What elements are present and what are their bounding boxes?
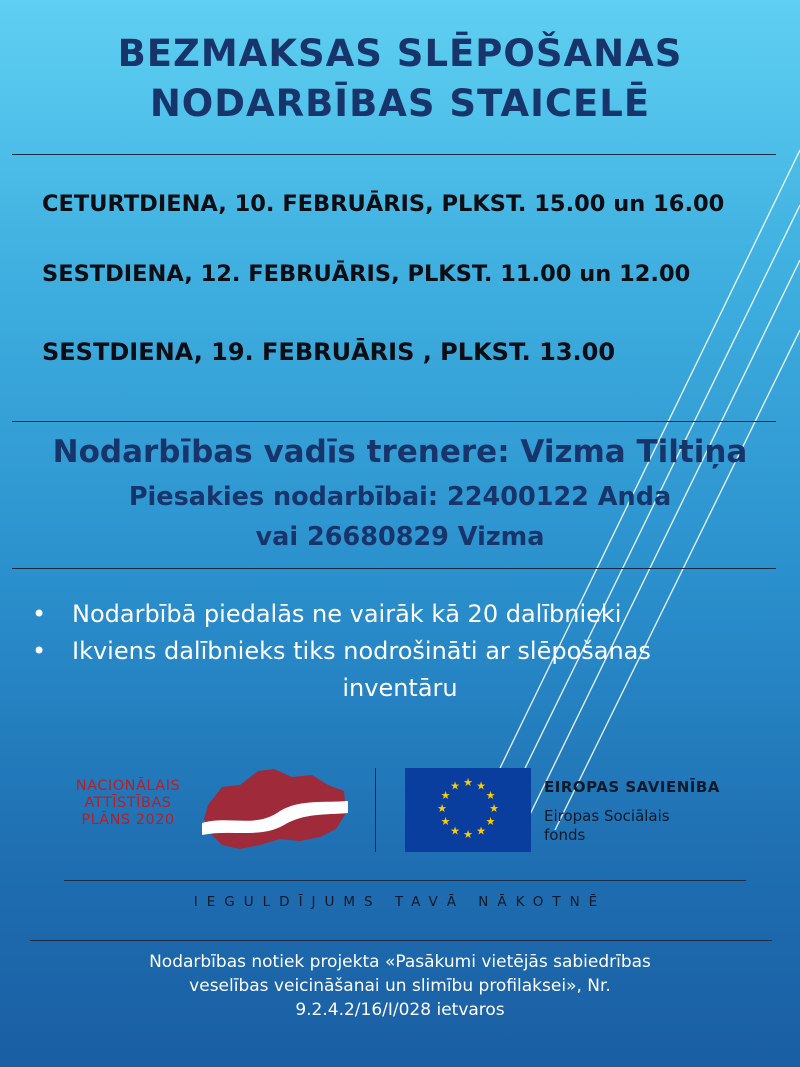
svg-text:★: ★ [440,815,451,828]
latvia-map-logo-icon [200,765,350,855]
page-title-line1: BEZMAKSAS SLĒPOŠANAS [117,32,683,75]
schedule-item-2: SESTDIENA, 12. FEBRUĀRIS, PLKST. 11.00 un 12.00 [42,261,691,287]
nap-logo-text [48,778,208,829]
logo-separator [375,768,376,852]
bullet-equipment-line2: inventāru [342,674,458,702]
nap-line1: NACIONĀLAIS [75,778,181,794]
divider-logos [64,880,746,881]
svg-text:★: ★ [440,789,451,802]
slogan: IEGULDĪJUMS TAVĀ NĀKOTNĒ [193,894,607,910]
svg-text:★: ★ [485,815,496,828]
coach-name: Nodarbības vadīs trenere: Vizma Tiltiņa [52,434,748,470]
schedule-item-3: SESTDIENA, 19. FEBRUĀRIS , PLKST. 13.00 [42,338,616,366]
bullet-dot: • [32,637,47,665]
eu-sub-line2: fonds [544,826,586,844]
footer-line3: 9.2.4.2/16/I/028 ietvaros [295,1000,505,1020]
svg-text:★: ★ [489,802,499,815]
divider-coach [12,568,776,569]
divider-schedule [12,421,776,422]
svg-text:★: ★ [437,802,447,815]
eu-flag-icon [405,768,531,852]
divider-footer [30,940,772,941]
eu-title: EIROPAS SAVIENĪBA [544,778,720,796]
signup-phone-vizma: vai 26680829 Vizma [255,522,545,552]
svg-text:★: ★ [485,789,496,802]
schedule-item-1: CETURTDIENA, 10. FEBRUĀRIS, PLKST. 15.00 un 16.00 [42,191,725,217]
nap-line2: ATTĪSTĪBAS [84,795,172,811]
svg-text:★: ★ [463,776,473,789]
svg-text:★: ★ [450,779,460,793]
bullet-equipment-line1: Ikviens dalībnieks tiks nodrošināti ar slēpošanas [72,637,651,665]
svg-text:★: ★ [463,828,473,841]
footer-text [0,950,800,1022]
svg-text:★: ★ [476,779,486,793]
footer-line2: veselības veicināšanai un slimību profilaksei», Nr. [189,976,611,996]
svg-text:★: ★ [476,824,486,838]
page-title-line2: NODARBĪBAS STAICELĒ [149,82,651,125]
bullet-max-participants: Nodarbībā piedalās ne vairāk kā 20 dalībnieki [72,600,622,628]
bullet-dot: • [32,600,47,628]
nap-line3: PLĀNS 2020 [81,812,175,828]
signup-phone-anda: Piesakies nodarbībai: 22400122 Anda [128,482,672,512]
footer-line1: Nodarbības notiek projekta «Pasākumi vietējās sabiedrības [149,952,651,972]
eu-fund-text [544,807,670,845]
eu-sub-line1: Eiropas Sociālais [544,807,670,825]
svg-text:★: ★ [450,824,460,838]
divider-top [12,154,776,155]
